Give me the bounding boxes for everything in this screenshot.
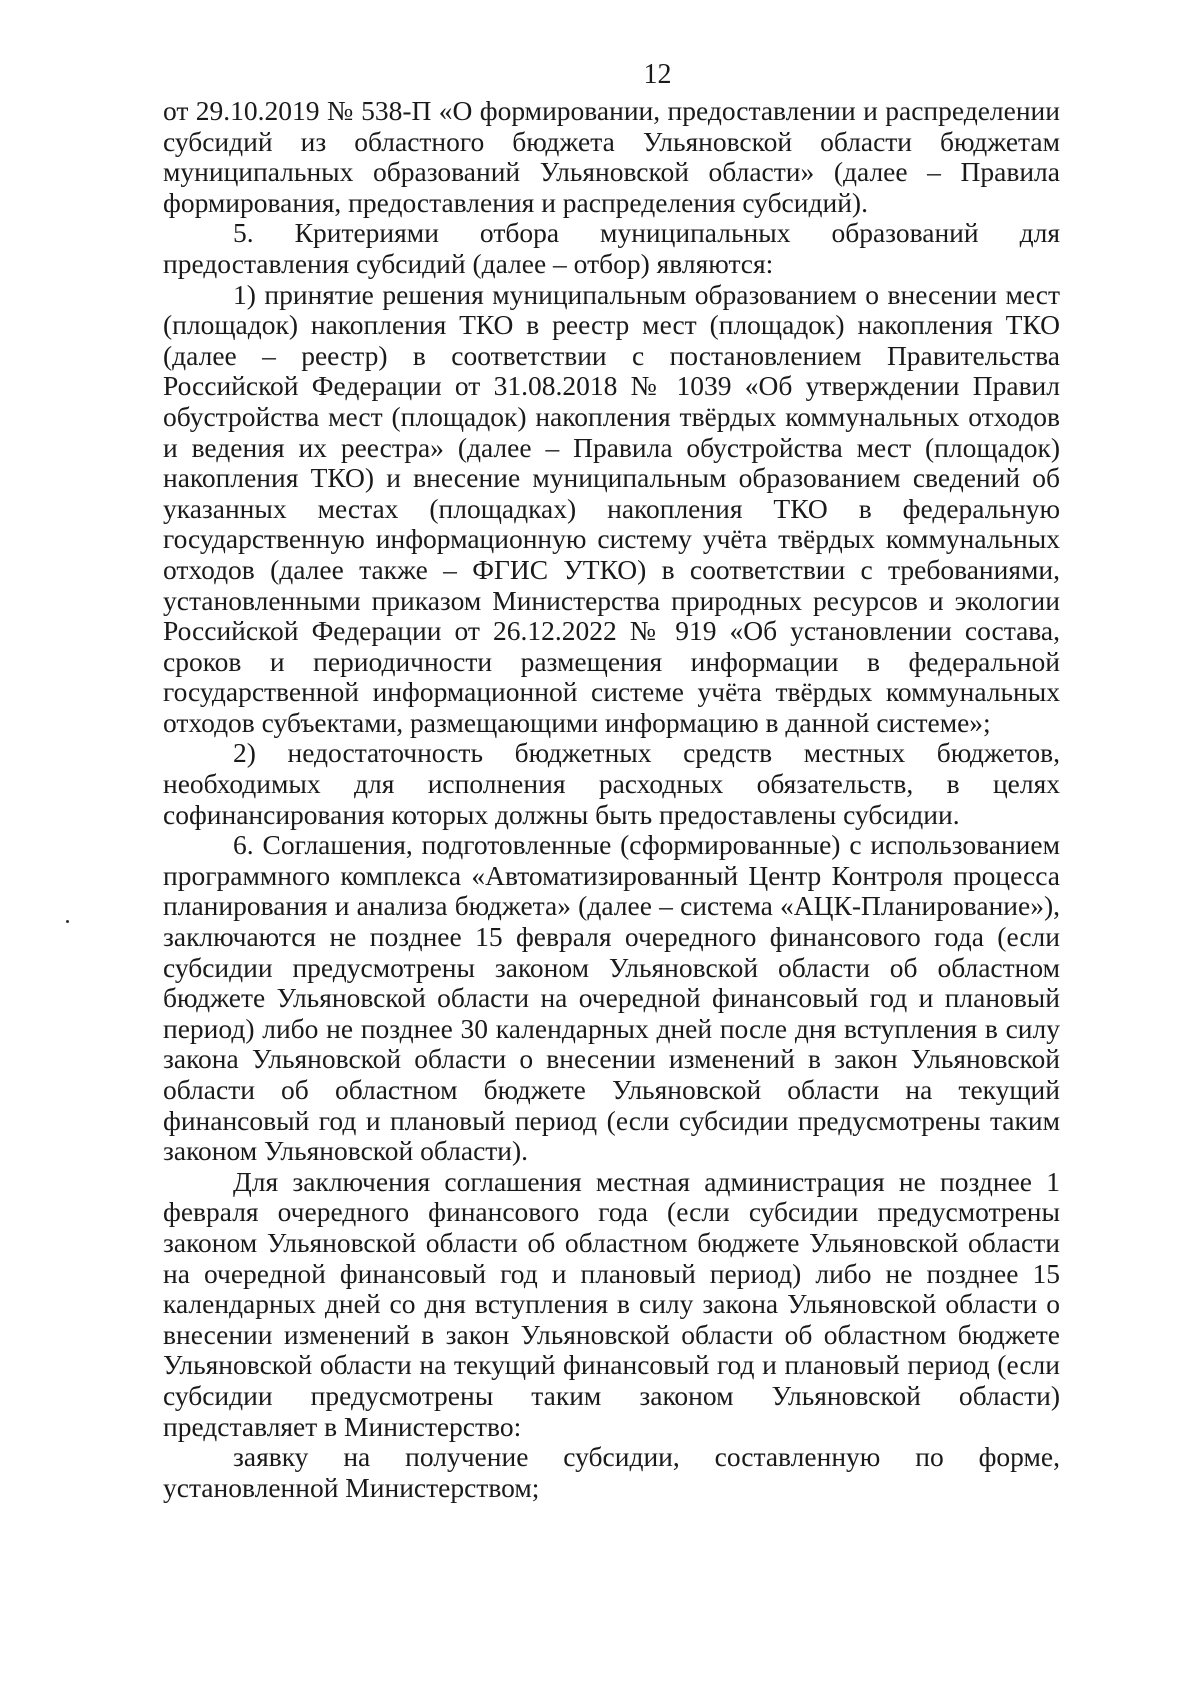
paragraph-application: заявку на получение субсидии, составленную по форме, установленной Министерством; (163, 1441, 1060, 1503)
paragraph-item-5: 5. Критериями отбора муниципальных образований для предоставления субсидий (далее – отбор) являются: (163, 217, 1060, 279)
document-body (163, 96, 1060, 1503)
scan-speck (66, 920, 69, 923)
paragraph-criterion-2: 2) недостаточность бюджетных средств местных бюджетов, необходимых для исполнения расходных обязательств, в целях софинансирования которых должны быть предоставлены субсидии. (163, 737, 1060, 830)
paragraph-item-6: 6. Соглашения, подготовленные (сформированные) с использованием программного комплекса «Автоматизированный Центр Контроля процесса планирования и анализа бюджета» (далее – система «АЦК-Планирование»), заключаются не позднее 15 февраля очередного финансового года (если субсидии предусмотрены законом Ульяновской области об областном бюджете Ульяновской области на очередной финансовый год и плановый период) либо не позднее 30 календарных дней после дня вступления в силу закона Ульяновской области о внесении изменений в закон Ульяновской области об областном бюджете Ульяновской области на текущий финансовый год и плановый период (если субсидии предусмотрены таким законом Ульяновской области). (163, 829, 1060, 1167)
paragraph-continuation: от 29.10.2019 № 538-П «О формировании, предоставлении и распределении субсидий из областного бюджета Ульяновской области бюджетам муниципальных образований Ульяновской области» (далее – Правила формирования, предоставления и распределения субсидий). (163, 95, 1060, 218)
paragraph-agreement-request: Для заключения соглашения местная администрация не позднее 1 февраля очередного финансового года (если субсидии предусмотрены законом Ульяновской области об областном бюджете Ульяновской области на очередной финансовый год и плановый период) либо не позднее 15 календарных дней со дня вступления в силу закона Ульяновской области о внесении изменений в закон Ульяновской области об областном бюджете Ульяновской области на текущий финансовый год и плановый период (если субсидии предусмотрены таким законом Ульяновской области) представляет в Министерство: (163, 1165, 1060, 1442)
paragraph-criterion-1: 1) принятие решения муниципальным образованием о внесении мест (площадок) накопления ТКО в реестр мест (площадок) накопления ТКО (далее – реестр) в соответствии с постановлением Правительства Российской Федерации от 31.08.2018 № 1039 «Об утверждении Правил обустройства мест (площадок) накопления твёрдых коммунальных отходов и ведения их реестра» (далее – Правила обустройства мест (площадок) накопления ТКО) и внесение муниципальным образованием сведений об указанных местах (площадках) накопления ТКО в федеральную государственную информационную систему учёта твёрдых коммунальных отходов (далее также – ФГИС УТКО) в соответствии с требованиями, установленными приказом Министерства природных ресурсов и экологии Российской Федерации от 26.12.2022 № 919 «Об установлении состава, сроков и периодичности размещения информации в федеральной государственной информационной системе учёта твёрдых коммунальных отходов субъектами, размещающими информацию в данной системе»; (163, 278, 1060, 738)
page-number: 12 (643, 59, 672, 90)
